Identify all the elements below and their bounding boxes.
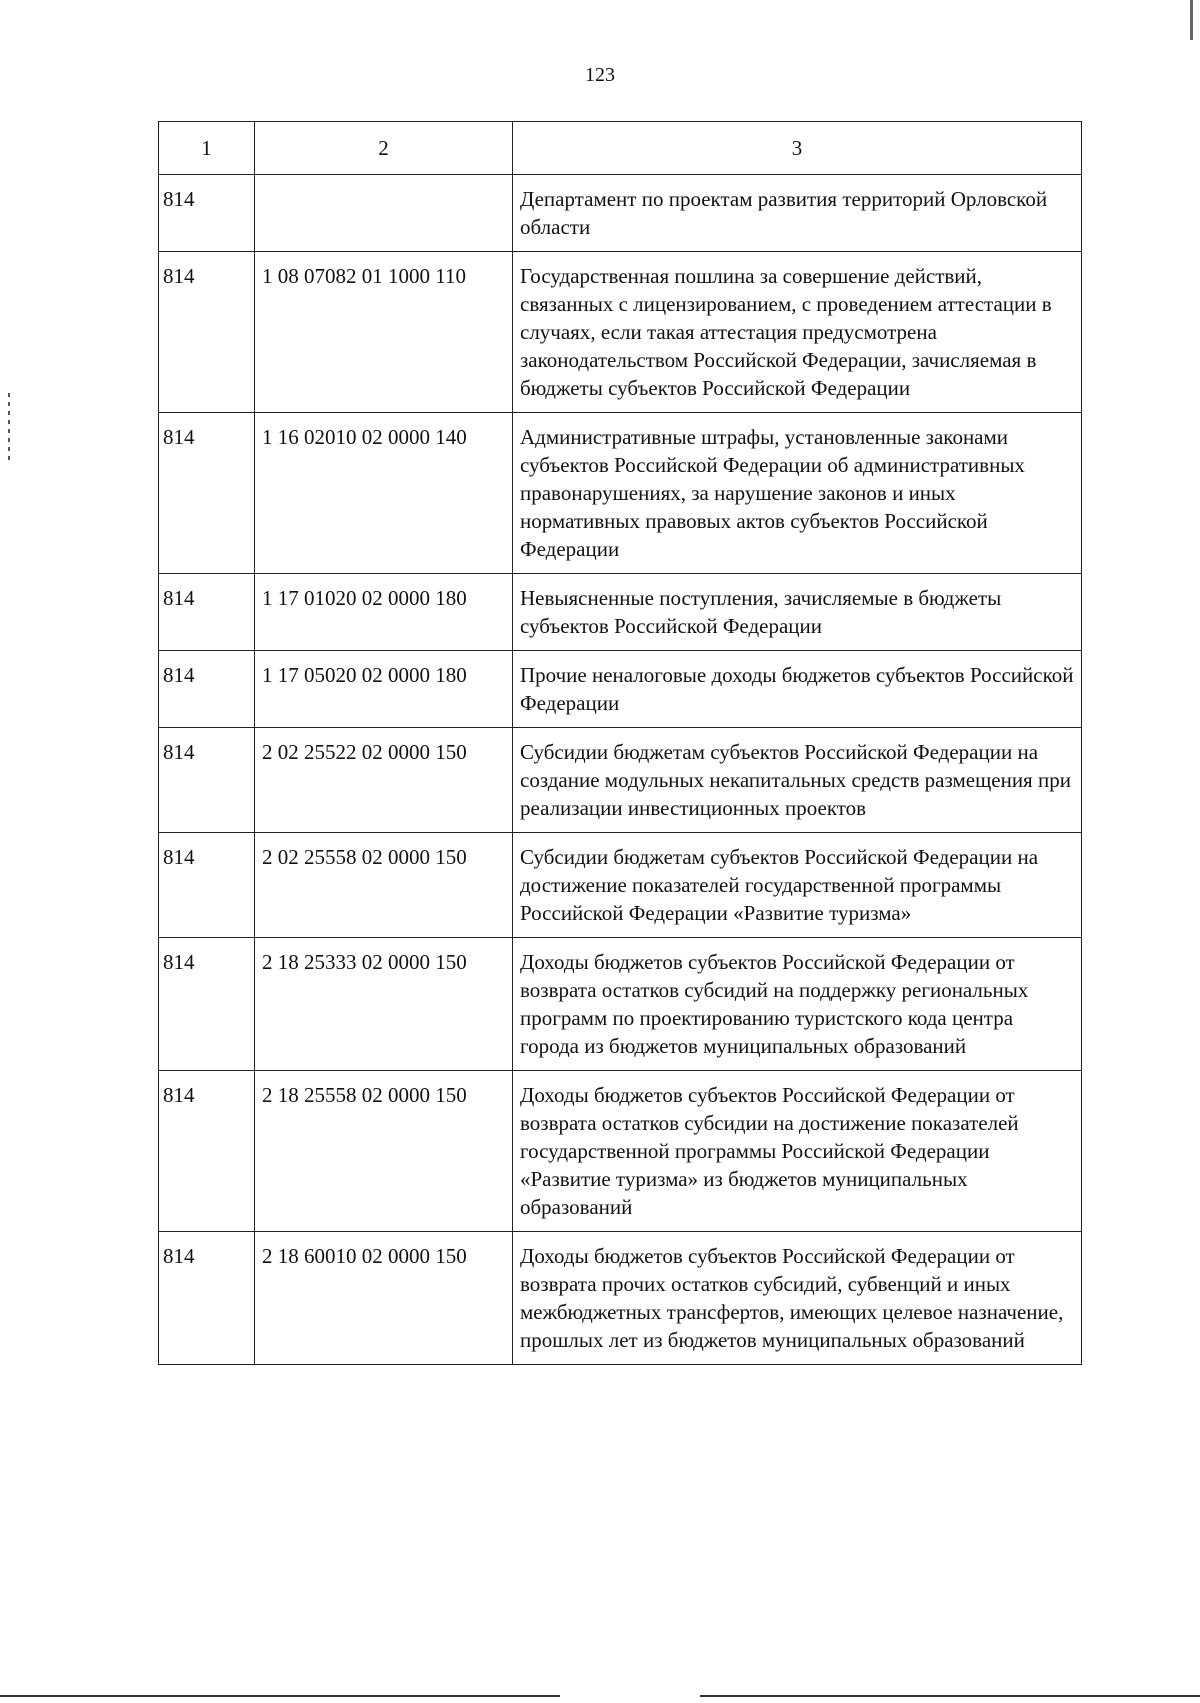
scan-rule-segment (700, 1695, 1200, 1697)
admin-code-cell: 814 (159, 1071, 255, 1232)
column-header-3: 3 (513, 122, 1082, 175)
revenue-code-cell: 2 02 25522 02 0000 150 (255, 728, 513, 833)
table-row (159, 728, 1082, 833)
admin-code-cell: 814 (159, 938, 255, 1071)
revenue-name-cell: Невыясненные поступления, зачисляемые в бюджеты субъектов Российской Федерации (513, 574, 1082, 651)
revenue-code-cell: 2 02 25558 02 0000 150 (255, 833, 513, 938)
revenue-code-cell: 1 17 05020 02 0000 180 (255, 651, 513, 728)
budget-classification-table (158, 121, 1082, 1365)
revenue-code-cell: 1 17 01020 02 0000 180 (255, 574, 513, 651)
admin-code-cell: 814 (159, 175, 255, 252)
scan-margin-mark (8, 393, 10, 463)
admin-code-cell: 814 (159, 413, 255, 574)
revenue-name-cell: Прочие неналоговые доходы бюджетов субъектов Российской Федерации (513, 651, 1082, 728)
revenue-code-cell: 1 16 02010 02 0000 140 (255, 413, 513, 574)
admin-code-cell: 814 (159, 1232, 255, 1365)
table-row (159, 413, 1082, 574)
table-row (159, 1232, 1082, 1365)
revenue-code-cell: 1 08 07082 01 1000 110 (255, 252, 513, 413)
revenue-name-cell: Департамент по проектам развития территорий Орловской области (513, 175, 1082, 252)
scan-rule-segment (0, 1695, 560, 1697)
page-number: 123 (585, 64, 615, 86)
table-row (159, 175, 1082, 252)
revenue-name-cell: Субсидии бюджетам субъектов Российской Федерации на создание модульных некапитальных средств размещения при реализации инвестиционных проектов (513, 728, 1082, 833)
admin-code-cell: 814 (159, 252, 255, 413)
scan-bottom-rule (0, 1693, 1200, 1699)
admin-code-cell: 814 (159, 833, 255, 938)
column-header-2: 2 (255, 122, 513, 175)
revenue-name-cell: Доходы бюджетов субъектов Российской Федерации от возврата остатков субсидии на достижение показателей государственной программы Российской Федерации «Развитие туризма» из бюджетов муниципальных образований (513, 1071, 1082, 1232)
admin-code-cell: 814 (159, 728, 255, 833)
revenue-name-cell: Доходы бюджетов субъектов Российской Федерации от возврата прочих остатков субсидий, субвенций и иных межбюджетных трансфертов, имеющих целевое назначение, прошлых лет из бюджетов муниципальных образований (513, 1232, 1082, 1365)
admin-code-cell: 814 (159, 574, 255, 651)
admin-code-cell: 814 (159, 651, 255, 728)
revenue-code-cell (255, 175, 513, 252)
table-row (159, 833, 1082, 938)
table-row (159, 938, 1082, 1071)
revenue-code-cell: 2 18 25558 02 0000 150 (255, 1071, 513, 1232)
table-row (159, 651, 1082, 728)
revenue-name-cell: Государственная пошлина за совершение действий, связанных с лицензированием, с проведением аттестации в случаях, если такая аттестация предусмотрена законодательством Российской Федерации, зачисляемая в бюджеты субъектов Российской Федерации (513, 252, 1082, 413)
revenue-name-cell: Доходы бюджетов субъектов Российской Федерации от возврата остатков субсидий на поддержку региональных программ по проектированию туристского кода центра города из бюджетов муниципальных образований (513, 938, 1082, 1071)
revenue-name-cell: Субсидии бюджетам субъектов Российской Федерации на достижение показателей государственной программы Российской Федерации «Развитие туризма» (513, 833, 1082, 938)
scan-edge-mark (1190, 0, 1193, 40)
revenue-code-cell: 2 18 25333 02 0000 150 (255, 938, 513, 1071)
revenue-code-cell: 2 18 60010 02 0000 150 (255, 1232, 513, 1365)
table-row (159, 1071, 1082, 1232)
table-row (159, 252, 1082, 413)
revenue-name-cell: Административные штрафы, установленные законами субъектов Российской Федерации об административных правонарушениях, за нарушение законов и иных нормативных правовых актов субъектов Российской Федерации (513, 413, 1082, 574)
table-header-row (159, 122, 1082, 175)
column-header-1: 1 (159, 122, 255, 175)
table-row (159, 574, 1082, 651)
